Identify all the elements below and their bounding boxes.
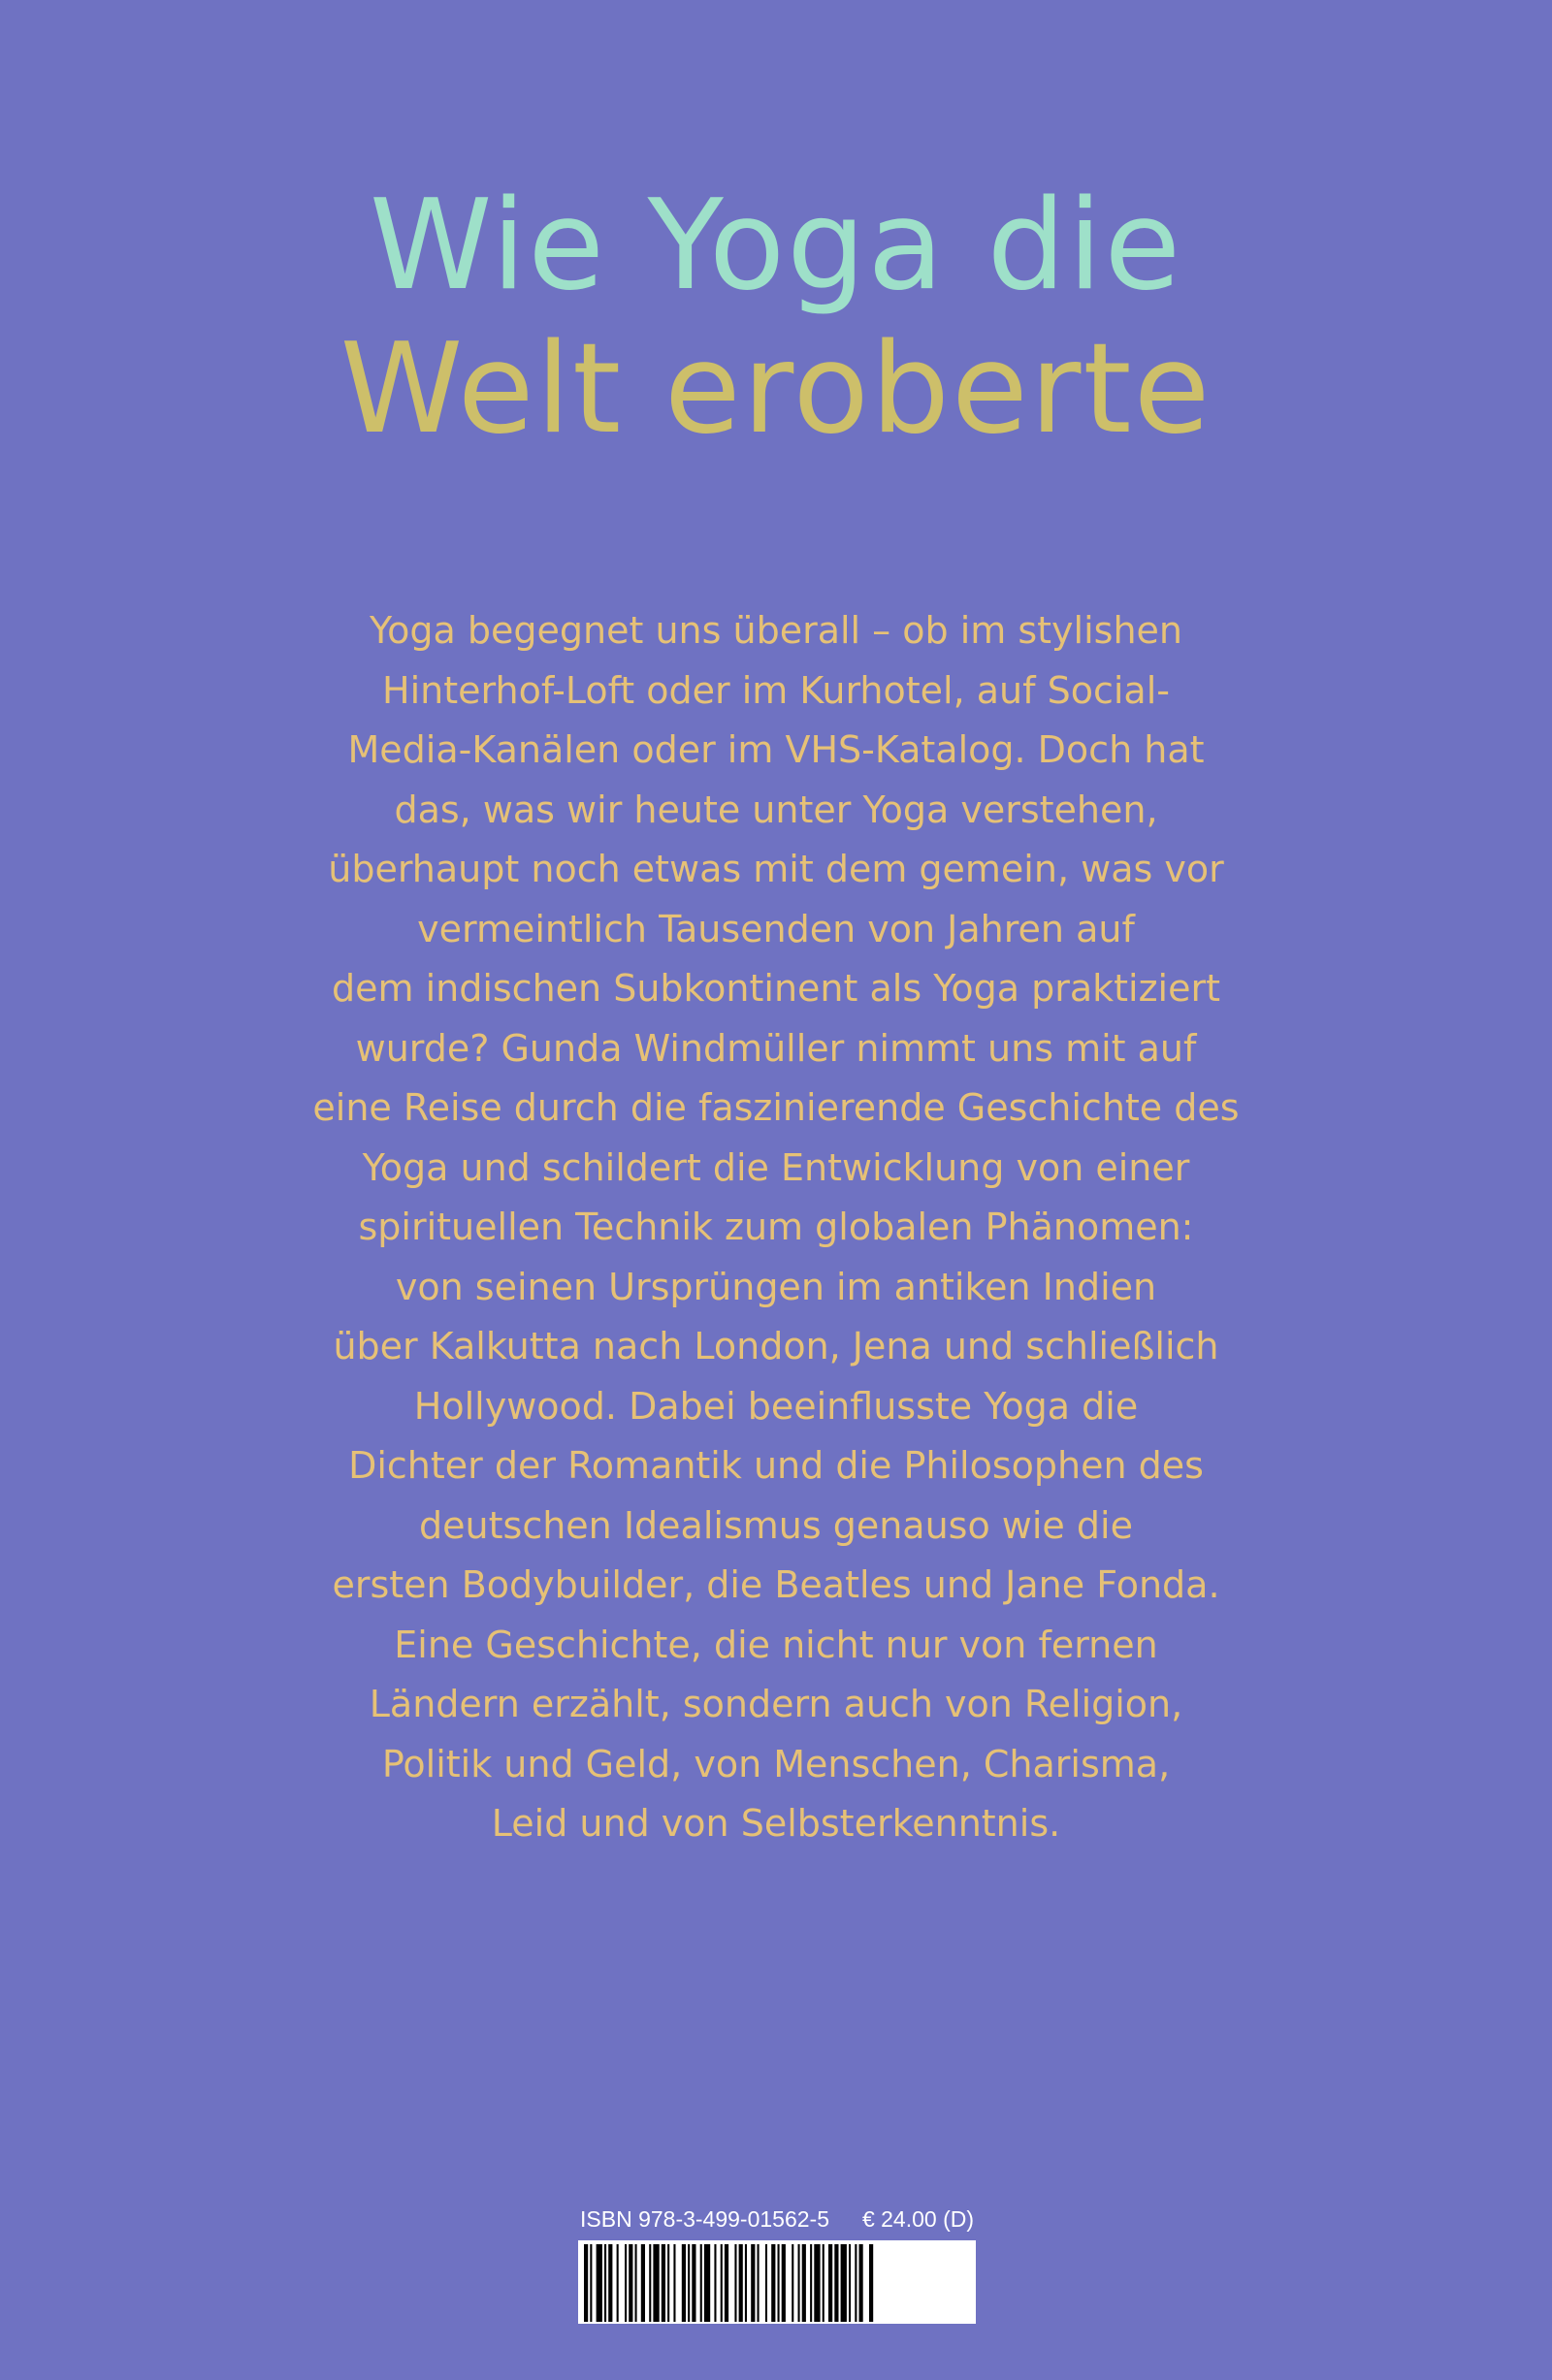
blurb-line: Yoga begegnet uns überall – ob im stylishen	[369, 609, 1183, 652]
barcode-bar	[704, 2244, 710, 2322]
barcode-bar	[834, 2244, 838, 2322]
title-line-1: Wie Yoga die	[369, 174, 1183, 318]
barcode-bar	[653, 2244, 659, 2322]
barcode-bar	[823, 2244, 824, 2322]
barcode-bar	[721, 2244, 723, 2322]
barcode-bar	[641, 2244, 645, 2322]
price-label: € 24.00 (D)	[861, 2206, 974, 2232]
isbn-number: ISBN 978-3-499-01562-5	[580, 2206, 829, 2232]
blurb-line: Media-Kanälen oder im VHS-Katalog. Doch hat	[347, 728, 1205, 771]
barcode-bar	[682, 2244, 686, 2322]
blurb-line: das, was wir heute unter Yoga verstehen,	[394, 788, 1158, 831]
barcode-bar	[688, 2244, 690, 2322]
blurb-line: Yoga und schildert die Entwicklung von einer	[362, 1145, 1190, 1189]
barcode-bar	[673, 2244, 675, 2322]
blurb-line: Dichter der Romantik und die Philosophen des	[348, 1444, 1204, 1487]
blurb-line: Eine Geschichte, die nicht nur von fernen	[394, 1623, 1158, 1666]
barcode-bar	[782, 2244, 786, 2322]
blurb-line: dem indischen Subkontinent als Yoga praktiziert	[331, 967, 1221, 1010]
barcode-bar	[778, 2244, 780, 2322]
blurb-text	[194, 601, 1358, 1854]
title-line-2: Welt eroberte	[340, 317, 1212, 462]
barcode-bar	[635, 2244, 637, 2322]
barcode-bar	[597, 2244, 602, 2322]
barcode-bar	[758, 2244, 760, 2322]
blurb-line: spirituellen Technik zum globalen Phänomen:	[358, 1206, 1194, 1248]
barcode-bar	[802, 2244, 806, 2322]
barcode-icon	[578, 2240, 976, 2324]
blurb-line: vermeintlich Tausenden von Jahren auf	[417, 907, 1135, 950]
barcode-bar	[662, 2244, 665, 2322]
barcode-bar	[649, 2244, 651, 2322]
barcode-bar	[608, 2244, 612, 2322]
blurb-line: Ländern erzählt, sondern auch von Religion,	[369, 1683, 1183, 1725]
barcode-bar	[692, 2244, 695, 2322]
barcode-bar	[604, 2244, 606, 2322]
barcode-bar	[751, 2244, 755, 2322]
barcode-bar	[700, 2244, 702, 2322]
blurb-line: deutschen Idealismus genauso wie die	[419, 1503, 1133, 1547]
barcode-bar	[584, 2244, 588, 2322]
barcode-bar	[745, 2244, 747, 2322]
barcode-bar	[629, 2244, 632, 2322]
barcode-bar	[849, 2244, 851, 2322]
barcode-bar	[667, 2244, 669, 2322]
blurb-line: überhaupt noch etwas mit dem gemein, was vor	[328, 848, 1224, 890]
barcode-bar	[792, 2244, 793, 2322]
barcode-graphic	[578, 2240, 976, 2324]
blurb-line: wurde? Gunda Windmüller nimmt uns mit auf	[355, 1026, 1197, 1070]
blurb-line: ersten Bodybuilder, die Beatles und Jane Fonda.	[332, 1563, 1220, 1606]
barcode-bar	[828, 2244, 832, 2322]
blurb-line: eine Reise durch die faszinierende Geschichte des	[312, 1086, 1240, 1129]
barcode-bar	[617, 2244, 619, 2322]
barcode-bar	[590, 2244, 592, 2322]
blurb-line: über Kalkutta nach London, Jena und schließlich	[333, 1325, 1219, 1367]
barcode-bar	[841, 2244, 847, 2322]
barcode-bar	[725, 2244, 728, 2322]
barcode-bar	[814, 2244, 820, 2322]
barcode-bar	[810, 2244, 812, 2322]
barcode-bar	[771, 2244, 775, 2322]
isbn-price-row	[580, 2205, 974, 2233]
blurb-line: Politik und Geld, von Menschen, Charisma,	[381, 1742, 1171, 1785]
blurb-line: Hinterhof-Loft oder im Kurhotel, auf Social-	[382, 668, 1170, 712]
blurb-line: Hollywood. Dabei beeinflusste Yoga die	[413, 1384, 1139, 1428]
barcode-bar	[869, 2244, 873, 2322]
barcode-bar	[625, 2244, 627, 2322]
barcode-bar	[734, 2244, 736, 2322]
barcode-bar	[859, 2244, 863, 2322]
barcode-bar	[855, 2244, 857, 2322]
barcode-bar	[714, 2244, 716, 2322]
barcode-bar	[765, 2244, 767, 2322]
blurb-line: Leid und von Selbsterkenntnis.	[491, 1802, 1061, 1845]
barcode-bar	[798, 2244, 800, 2322]
blurb-line: von seinen Ursprüngen im antiken Indien	[395, 1265, 1157, 1308]
barcode-bar	[739, 2244, 743, 2322]
